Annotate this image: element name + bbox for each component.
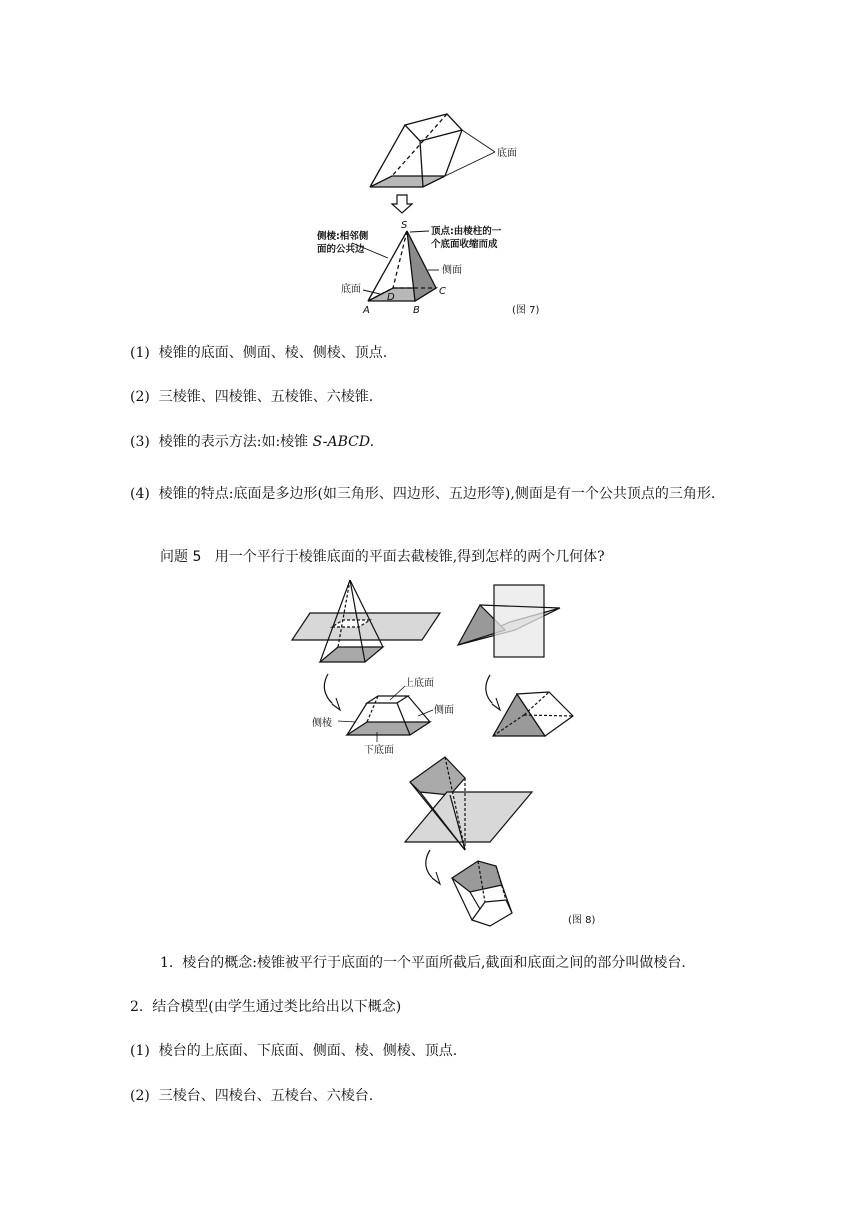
- frustum-definition: 1. 棱台的概念:棱锥被平行于底面的一个平面所截后,截面和底面之间的部分叫做棱台.: [160, 955, 686, 971]
- side-face-label: 侧面: [442, 265, 462, 276]
- frustum-side-label: 侧面: [434, 705, 454, 716]
- figure-8: [280, 570, 610, 932]
- pyramid-base-label: 底面: [341, 284, 361, 295]
- frustum-item-2: (2) 三棱台、四棱台、五棱台、六棱台.: [130, 1088, 374, 1104]
- prism-base-label: 底面: [497, 148, 517, 159]
- vertex-S-label: S: [401, 220, 408, 231]
- edge-note-line-2: 面的公共边: [317, 244, 365, 255]
- apex-note-line-1: 顶点:由棱柱的一: [431, 226, 502, 237]
- edge-note-line-1: 侧棱:相邻侧: [317, 231, 369, 242]
- pentagonal-frustum-drawing: [452, 861, 512, 926]
- figure-8-caption: (图 8): [568, 915, 596, 926]
- model-heading: 2. 结合模型(由学生通过类比给出以下概念): [130, 999, 402, 1015]
- question-5-text: 用一个平行于棱锥底面的平面去截棱锥,得到怎样的两个几何体?: [214, 549, 605, 565]
- frustum-drawing: [338, 686, 433, 742]
- frustum-bottom-base-label: 下底面: [364, 745, 394, 756]
- frustum-edge-label: 侧棱: [312, 718, 332, 729]
- vertex-C-label: C: [439, 286, 446, 297]
- frustum-item-1: (1) 棱台的上底面、下底面、侧面、棱、侧棱、顶点.: [130, 1043, 458, 1059]
- figure-7: [300, 100, 560, 322]
- prism-drawing: [370, 114, 495, 187]
- prism-cut-drawing: [458, 585, 560, 657]
- apex-note-line-2: 个底面收缩而成: [431, 239, 498, 250]
- pyramid-item-1: (1) 棱锥的底面、侧面、棱、侧棱、顶点.: [130, 345, 388, 361]
- pyramid-item-2: (2) 三棱锥、四棱锥、五棱锥、六棱锥.: [130, 389, 374, 405]
- question-5-label: 问题 5: [160, 549, 202, 565]
- pyramid-item-3: (3) 棱锥的表示方法:如:棱锥 S-ABCD.: [130, 434, 375, 450]
- vertex-A-label: A: [363, 305, 370, 316]
- triangular-prism-drawing: [493, 692, 573, 736]
- figure-7-caption: (图 7): [512, 305, 540, 316]
- down-arrow-icon: [392, 195, 412, 213]
- pyramid-item-4: (4) 棱锥的特点:底面是多边形(如三角形、四边形、五边形等),侧面是有一个公共顶点的三角形.: [130, 486, 716, 502]
- pentagonal-pyramid-cut-drawing: [405, 757, 532, 850]
- vertex-B-label: B: [413, 305, 420, 316]
- question-5: [160, 547, 605, 567]
- pyramid-cut-drawing: [292, 580, 440, 662]
- vertex-D-label: D: [387, 292, 395, 303]
- frustum-top-base-label: 上底面: [404, 678, 434, 689]
